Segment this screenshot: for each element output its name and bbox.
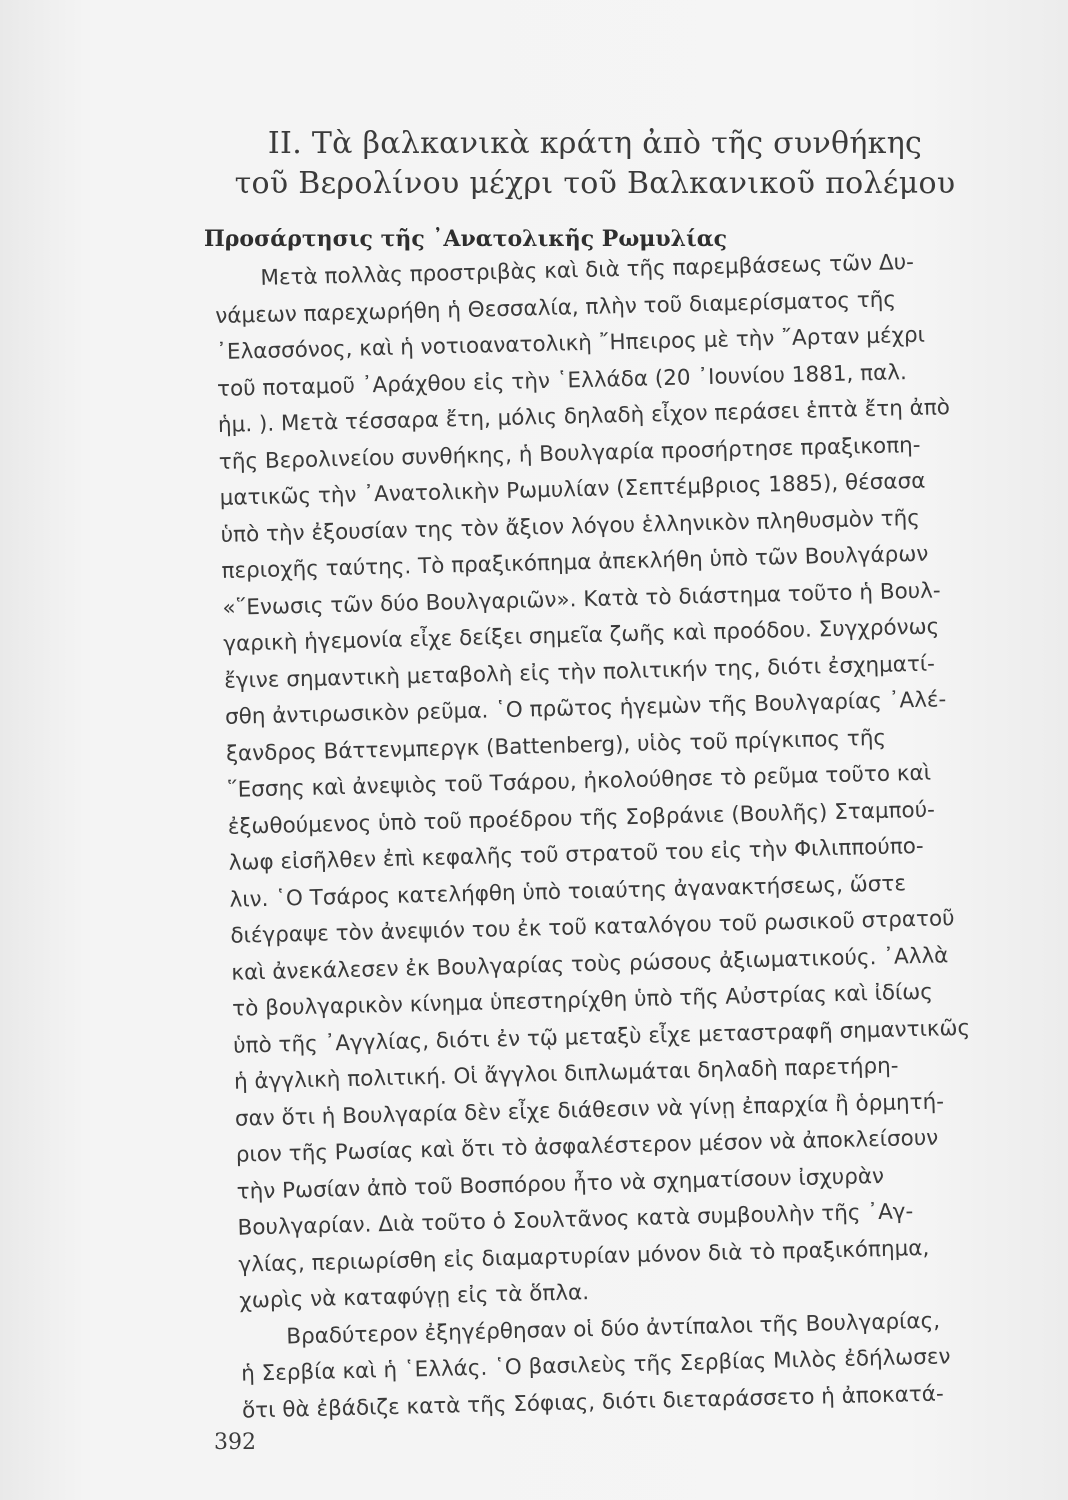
section-heading: Προσάρτησις τῆς ᾿Ανατολικῆς Ρωμυλίας (204, 226, 728, 252)
text-line: τὴν Ρωσίαν ἀπὸ τοῦ Βοσπόρου ἦτο νὰ σχηματίσουν ἰσχυρὰν (236, 1163, 885, 1205)
text-line: ὅτι θὰ ἐβάδιζε κατὰ τῆς Σόφιας, διότι διεταράσσετο ἡ ἀποκατά- (241, 1381, 944, 1424)
text-line: γλίας, περιωρίσθη εἰς διαμαρτυρίαν μόνον διὰ τὸ πραξικόπημα, (238, 1235, 930, 1278)
text-line: νάμεων παρεχωρήθη ἡ Θεσσαλία, πλὴν τοῦ διαμερίσματος τῆς (215, 286, 897, 329)
text-line: καὶ ἀνεκάλεσεν ἐκ Βουλγαρίας τοὺς ρώσους ἀξιωματικούς. ᾿Αλλὰ (231, 942, 949, 986)
text-line: λιν. ῾Ο Τσάρος κατελήφθη ὑπὸ τοιαύτης ἀγανακτήσεως, ὥστε (229, 870, 907, 913)
text-line: ἡ Σερβία καὶ ἡ ῾Ελλάς. ῾Ο βασιλεὺς τῆς Σερβίας Μιλὸς ἐδήλωσεν (240, 1344, 951, 1387)
text-line: τῆς Βερολινείου συνθήκης, ἡ Βουλγαρία προσήρτησε πραξικοπη- (218, 432, 921, 475)
text-line: ξανδρος Βάττενμπεργκ (Battenberg), υἱὸς τοῦ πρίγκιπος τῆς (225, 725, 887, 767)
page-number: 392 (214, 1430, 256, 1455)
body-text (214, 241, 1068, 1429)
text-line: λωφ εἰσῆλθεν ἐπὶ κεφαλῆς τοῦ στρατοῦ του εἰς τὴν Φιλιππούπο- (228, 833, 924, 876)
text-line: ματικῶς τὴν ᾿Ανατολικὴν Ρωμυλίαν (Σεπτέμβριος 1885), θέσασα (219, 468, 926, 511)
text-line: «῞Ενωσις τῶν δύο Βουλγαριῶν». Κατὰ τὸ διάστημα τοῦτο ἡ Βουλ- (222, 577, 941, 621)
text-line: ἐξωθούμενος ὑπὸ τοῦ προέδρου τῆς Σοβράνιε (Βουλῆς) Σταμπού- (227, 797, 936, 840)
text-line: ῞Εσσης καὶ ἀνεψιὸς τοῦ Τσάρου, ἠκολούθησε τὸ ρεῦμα τοῦτο καὶ (226, 760, 932, 803)
text-line: ἔγινε σημαντικὴ μεταβολὴ εἰς τὴν πολιτικήν της, διότι ἐσχηματί- (223, 651, 936, 694)
text-line: σθη ἀντιρωσικὸν ρεῦμα. ῾Ο πρῶτος ἡγεμὼν τῆς Βουλγαρίας ᾿Αλέ- (224, 687, 947, 730)
text-line: τὸ βουλγαρικὸν κίνημα ὑπεστηρίχθη ὑπὸ τῆς Αὐστρίας καὶ ἰδίως (231, 979, 934, 1022)
text-line: ὑπὸ τῆς ᾿Αγγλίας, διότι ἐν τῷ μεταξὺ εἶχε μεταστραφῆ σημαντικῶς (232, 1015, 971, 1059)
text-line: ἡ ἀγγλικὴ πολιτική. Οἱ ἄγγλοι διπλωμάται δηλαδὴ παρετήρη- (233, 1053, 899, 1095)
text-line: ᾿Ελασσόνος, καὶ ἡ νοτιοανατολικὴ ῎Ηπειρος μὲ τὴν ῎Αρταν μέχρι (215, 322, 926, 365)
chapter-title-line-2: τοῦ Βερολίνου μέχρι τοῦ Βαλκανικοῦ πολέμου (234, 166, 956, 201)
text-line: χωρὶς νὰ καταφύγῃ εἰς τὰ ὅπλα. (239, 1280, 590, 1314)
text-line: ριον τῆς Ρωσίας καὶ ὅτι τὸ ἀσφαλέστερον μέσον νὰ ἀποκλείσουν (235, 1125, 939, 1168)
text-line: Βουλγαρίαν. Διὰ τοῦτο ὁ Σουλτᾶνος κατὰ συμβουλὴν τῆς ᾿Αγ- (237, 1199, 914, 1241)
text-line: τοῦ ποταμοῦ ᾿Αράχθου εἰς τὴν ῾Ελλάδα (20 ᾿Ιουνίου 1881, παλ. (216, 359, 908, 402)
text-line: Βραδύτερον ἐξηγέρθησαν οἱ δύο ἀντίπαλοι τῆς Βουλγαρίας, (285, 1308, 941, 1350)
text-line: ἡμ. ). Μετὰ τέσσαρα ἔτη, μόλις δηλαδὴ εἶχον περάσει ἑπτὰ ἔτη ἀπὸ (217, 395, 951, 438)
text-line: ὑπὸ τὴν ἐξουσίαν της τὸν ἄξιον λόγου ἑλληνικὸν πληθυσμὸν τῆς (220, 505, 921, 548)
text-line: περιοχῆς ταύτης. Τὸ πραξικόπημα ἀπεκλήθη ὑπὸ τῶν Βουλγάρων (221, 541, 929, 584)
text-line: σαν ὅτι ἡ Βουλγαρία δὲν εἶχε διάθεσιν νὰ γίνῃ ἐπαρχία ἢ ὁρμητή- (234, 1088, 945, 1132)
text-line: Μετὰ πολλὰς προστριβὰς καὶ διὰ τῆς παρεμβάσεως τῶν Δυ- (260, 249, 915, 291)
text-line: διέγραψε τὸν ἀνεψιόν του ἐκ τοῦ καταλόγου τοῦ ρωσικοῦ στρατοῦ (230, 906, 955, 949)
text-line: γαρικὴ ἡγεμονία εἶχε δείξει σημεῖα ζωῆς καὶ προόδου. Συγχρόνως (223, 614, 940, 657)
chapter-title-line-1: II. Τὰ βαλκανικὰ κράτη ἀπὸ τῆς συνθήκης (267, 126, 923, 161)
